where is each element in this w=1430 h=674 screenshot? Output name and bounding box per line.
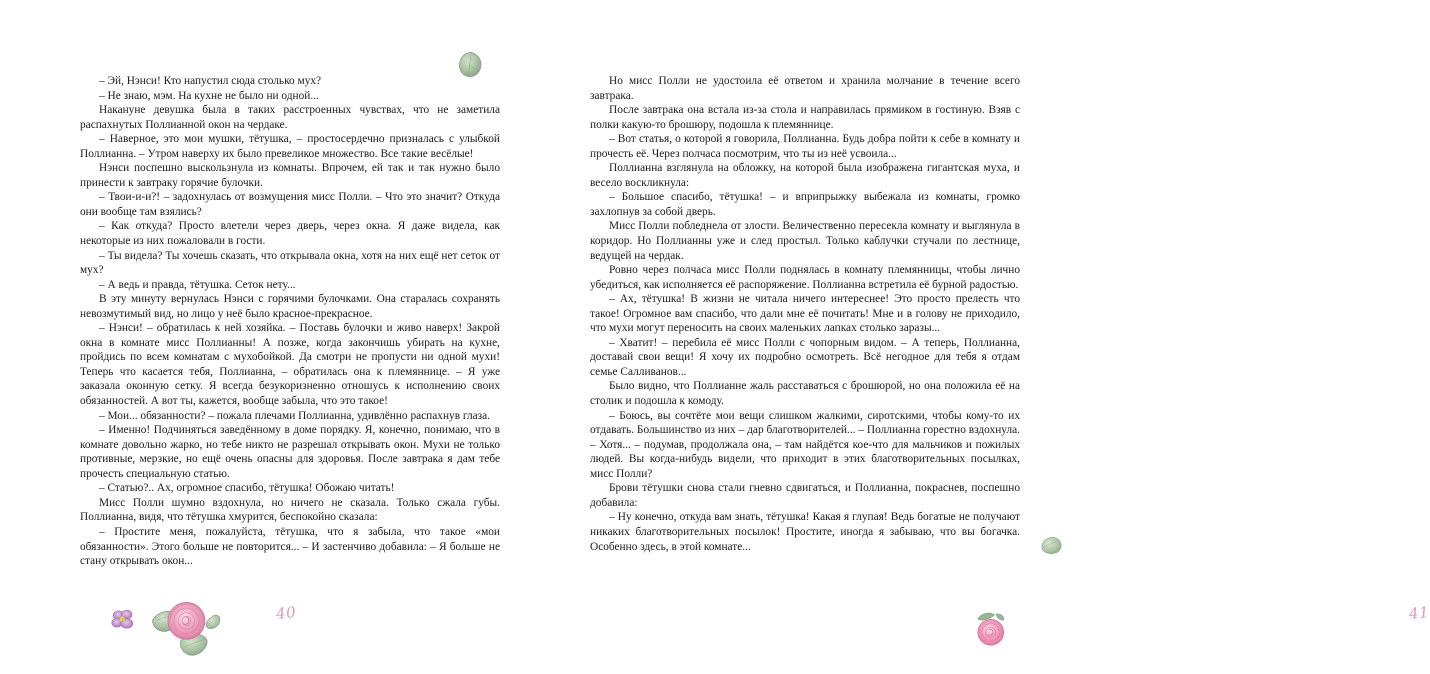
paragraph: Мисс Полли побледнела от злости. Величественно пересекла комнату и выглянула в коридор. Но Поллианны уже и след простыл. Только каблучки стучали по лестнице, ведущей на чердак. bbox=[590, 220, 1020, 262]
paragraph: – Хватит! – перебила её мисс Полли с чопорным видом. – А теперь, Поллианна, доставай свои вещи! Я хочу их подробно осмотреть. Всё негодное для тебя я отдам семье Салливанов... bbox=[590, 336, 1020, 378]
paragraph: Брови тётушки снова стали гневно сдвигаться, и Поллианна, покраснев, поспешно добавила: bbox=[590, 482, 1020, 509]
page-number-right: 41 bbox=[1408, 602, 1430, 624]
paragraph: – Вот статья, о которой я говорила, Поллианна. Будь добра пойти к себе в комнату и прочесть её. Через полчаса посмотрим, что ты из неё усвоила... bbox=[590, 133, 1020, 160]
page-right bbox=[550, 0, 1430, 674]
paragraph: Ровно через полчаса мисс Полли поднялась в комнату племянницы, чтобы лично убедиться, как исполняется её распоряжение. Поллианна встретила её бурной радостью. bbox=[590, 264, 1020, 291]
paragraph: – Ты видела? Ты хочешь сказать, что открывала окна, хотя на них ещё нет сеток от мух? bbox=[80, 249, 500, 277]
paragraph: – Статью?.. Ах, огромное спасибо, тётушка! Обожаю читать! bbox=[99, 482, 395, 495]
page-right-textblock bbox=[590, 74, 1020, 554]
paragraph: – Большое спасибо, тётушка! – и вприпрыжку выбежала из комнаты, громко захлопнув за собой дверь. bbox=[590, 191, 1020, 218]
paragraph: Поллианна взглянула на обложку, на которой была изображена гигантская муха, и весело воскликнула: bbox=[590, 162, 1020, 189]
paragraph: – Простите меня, пожалуйста, тётушка, что я забыла, что такое «мои обязанности». Этого больше не повторится... – И застенчиво добавила: – Я больше не стану открывать окон... bbox=[80, 525, 500, 568]
paragraph: – Наверное, это мои мушки, тётушка, – простосердечно призналась с улыбкой Поллианна. – Утром наверху их было превеликое множество. Все такие весёлые! bbox=[80, 133, 500, 160]
paragraph: После завтрака она встала из-за стола и направилась прямиком в гостиную. Взяв с полки какую-то брошюру, подошла к племяннице. bbox=[590, 104, 1020, 131]
paragraph: – Твои-и-и?! – задохнулась от возмущения мисс Полли. – Что это значит? Откуда они вообще там взялись? bbox=[80, 191, 500, 218]
paragraph: – Именно! Подчиняться заведённому в доме порядку. Я, конечно, понимаю, что в комнате довольно жарко, но тебе никто не разрешал открывать окон. Мухи не только противные, мерзкие, но ещё очень опасны для здоровья. После завтрака я дам тебе прочесть специальную статью. bbox=[80, 424, 500, 480]
paragraph: – Ах, тётушка! В жизни не читала ничего интереснее! Это просто прелесть что такое! Огромное вам спасибо, что дали мне её почитать! Мне и в голову не приходило, что мухи могут переносить на своих маленьких лапках столько заразы... bbox=[590, 293, 1020, 335]
paragraph: – Не знаю, мэм. На кухне не было ни одной... bbox=[99, 89, 319, 102]
page-left-textblock bbox=[80, 74, 500, 569]
paragraph: Но мисс Полли не удостоила её ответом и хранила молчание в течение всего завтрака. bbox=[590, 75, 1020, 102]
paragraph: – Ну конечно, откуда вам знать, тётушка! Какая я глупая! Ведь богатые не получают никаких благотворительных посылок! Простите, иногда я забываю, что вы богачка. Особенно здесь, в этой комнате... bbox=[590, 511, 1020, 553]
paragraph: – Мои... обязанности? – пожала плечами Поллианна, удивлённо распахнув глаза. bbox=[99, 409, 491, 422]
paragraph: Накануне девушка была в таких расстроенных чувствах, что не заметила распахнутых Поллианной окон на чердаке. bbox=[80, 104, 500, 131]
page-number-left: 40 bbox=[275, 602, 297, 624]
paragraph: – А ведь и правда, тётушка. Сеток нету... bbox=[99, 278, 296, 291]
paragraph: – Боюсь, вы сочтёте мои вещи слишком жалкими, сиротскими, чтобы кому-то их отдавать. Большинство из них – дар благотворителей... – Поллианна горестно вздохнула. – Хотя... – подумав, продолжала она, – там найдётся кое-что для мальчиков и пожилых людей. Вы когда-нибудь видели, что приходит в этих благотворительных посылках, мисс Полли? bbox=[590, 409, 1020, 480]
paragraph: Было видно, что Поллианне жаль расставаться с брошюрой, но она положила её на столик и подошла к комоду. bbox=[590, 380, 1020, 408]
paragraph: – Как откуда? Просто влетели через дверь, через окна. Я даже видела, как некоторые из них пожаловали в гости. bbox=[80, 220, 500, 248]
paragraph: Мисс Полли шумно вздохнула, но ничего не сказала. Только сжала губы. Поллианна, видя, что тётушка хмурится, беспокойно сказала: bbox=[80, 496, 500, 524]
paragraph: Нэнси поспешно выскользнула из комнаты. Впрочем, ей так и так нужно было принести к завтраку горячие булочки. bbox=[80, 162, 500, 189]
page-left bbox=[0, 0, 550, 674]
paragraph: – Эй, Нэнси! Кто напустил сюда столько мух? bbox=[99, 75, 322, 87]
paragraph: – Нэнси! – обратилась к ней хозяйка. – Поставь булочки и живо наверх! Закрой окна в комнате мисс Поллианны! А позже, когда закончишь убирать на кухне, пройдись по всем комнатам с мухобойкой. Да смотри не пропусти ни одной мухи! Теперь что касается тебя, Поллианна, – обратилась она к племяннице. – Я уже заказала оконную сетку. Я всегда безукоризненно отношусь к исполнению своих обязанностей. А вот ты, кажется, вообще забыла, что это такое! bbox=[80, 322, 500, 408]
paragraph: В эту минуту вернулась Нэнси с горячими булочками. Она старалась сохранять невозмутимый вид, но лицо у неё было красное-прекрасное. bbox=[80, 293, 500, 320]
